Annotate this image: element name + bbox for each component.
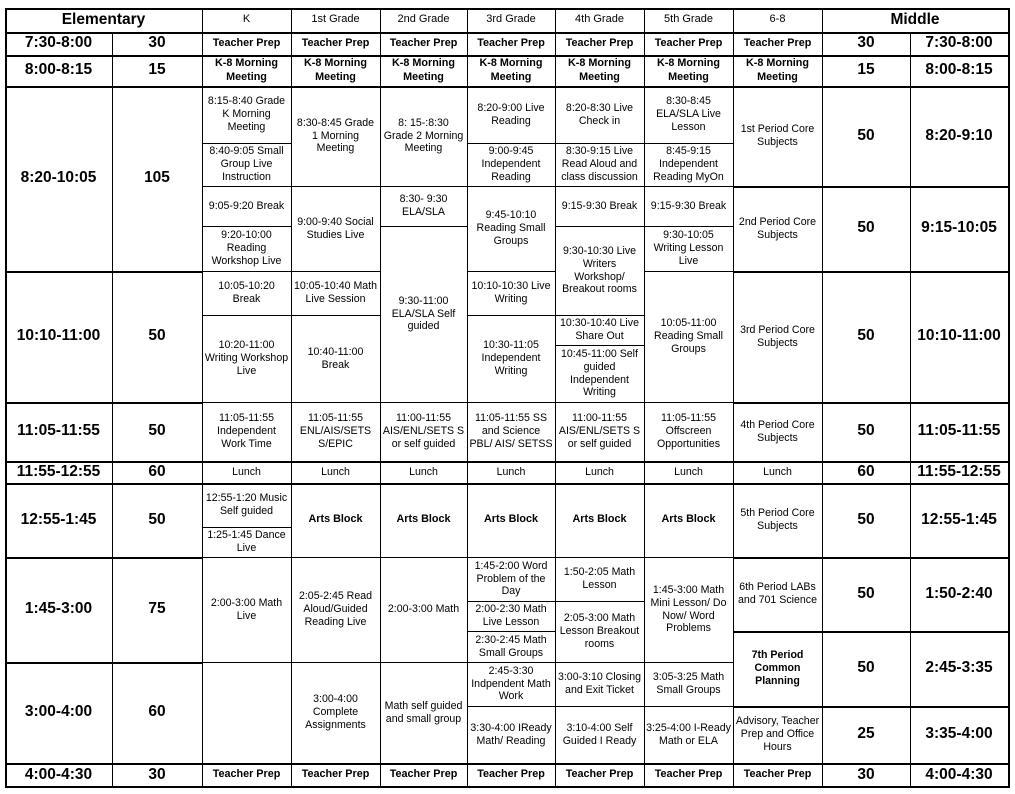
elementary-minutes: 15 [148,61,166,79]
grid-line [202,662,291,663]
header-g68: 6-8 [769,13,786,26]
grid-line [5,662,202,664]
cell-k-break1: 9:05-9:20 Break [208,199,285,212]
grid-line [467,186,555,187]
teacher-prep-cell: Teacher Prep [212,36,281,49]
grid-line [644,186,733,187]
grid-line [467,315,555,316]
teacher-prep-cell: Teacher Prep [389,36,458,49]
grid-line [733,706,822,707]
grid-line [1008,8,1010,788]
grid-line [202,315,291,316]
middle-minutes: 50 [857,126,875,144]
grid-line [467,143,555,144]
cell-g68-p5: 5th Period Core Subjects [740,507,815,532]
cell-g1-morning_meeting: 8:30-8:45 Grade 1 Morning Meeting [296,116,375,155]
cell-g3-word_problem: 1:45-2:00 Word Problem of the Day [474,559,548,598]
grid-line [644,402,733,403]
cell-k-music: 12:55-1:20 Music Self guided [205,492,288,517]
lunch-cell: Lunch [674,465,703,478]
arts-block-cell: Arts Block [572,513,627,526]
middle-time: 1:50-2:40 [925,584,993,602]
elementary-minutes: 105 [144,169,170,187]
cell-g4-math_lesson: 1:50-2:05 Math Lesson [563,566,636,591]
grid-line [291,315,380,316]
teacher-prep-cell: Teacher Prep [654,36,723,49]
grid-line [202,271,291,272]
cell-g1-read_aloud: 2:05-2:45 Read Aloud/Guided Reading Live [298,590,373,628]
lunch-cell: Lunch [232,465,261,478]
elementary-minutes: 30 [148,765,166,783]
grid-line [202,557,822,558]
arts-block-cell: Arts Block [661,513,716,526]
cell-g4-ais: 11:00-11:55 AIS/ENL/SETS S or self guided [558,412,641,450]
grid-line [733,186,822,187]
grid-line [5,786,1009,788]
middle-time: 11:55-12:55 [917,462,1001,480]
cell-g5-myon: 8:45-9:15 Independent Reading MyOn [653,145,724,183]
elementary-minutes: 75 [148,600,166,618]
cell-g5-reading_small: 10:05-11:00 Reading Small Groups [654,317,723,355]
grid-line [202,402,291,403]
middle-minutes: 50 [857,659,875,677]
grid-line [467,631,555,632]
cell-g5-math_mini: 1:45-3:00 Math Mini Lesson/ Do Now/ Word Problems [650,583,727,635]
grid-line [644,706,733,707]
cell-g2-math_self: Math self guided and small group [384,699,463,725]
cell-g2-math: 2:00-3:00 Math [387,603,460,616]
cell-k-dance: 1:25-1:45 Dance Live [207,529,286,554]
morning-meeting-cell: K-8 Morning Meeting [746,57,809,83]
cell-g5-break: 9:15-9:30 Break [650,199,727,212]
cell-g1-social_studies: 9:00-9:40 Social Studies Live [297,215,374,241]
grid-line [555,706,644,707]
grid-line [202,186,291,187]
cell-g68-p2: 2nd Period Core Subjects [738,215,817,241]
middle-time: 12:55-1:45 [921,510,997,528]
header-k: K [242,13,251,26]
cell-g4-iready: 3:10-4:00 Self Guided I Ready [562,721,637,747]
teacher-prep-cell: Teacher Prep [301,768,370,781]
cell-g4-break: 9:15-9:30 Break [561,199,638,212]
grid-line [467,8,468,787]
grid-line [291,271,380,272]
grid-line [467,662,555,663]
lunch-cell: Lunch [409,465,438,478]
teacher-prep-cell: Teacher Prep [743,768,812,781]
cell-g68-p3: 3rd Period Core Subjects [740,323,815,349]
cell-g3-iready: 3:30-4:00 IReady Math/ Reading [470,721,552,747]
middle-minutes: 50 [857,584,875,602]
header-middle: Middle [890,10,940,28]
cell-k-morning_meeting: 8:15-8:40 Grade K Morning Meeting [207,95,286,133]
grid-line [822,402,1008,404]
grid-line [644,143,733,144]
morning-meeting-cell: K-8 Morning Meeting [568,57,631,83]
header-g3: 3rd Grade [486,13,536,26]
cell-g2-ais: 11:00-11:55 AIS/ENL/SETS S or self guided [382,412,465,450]
grid-line [5,8,1009,10]
elementary-minutes: 50 [148,422,166,440]
grid-line [822,8,823,787]
grid-line [467,706,555,707]
middle-time: 11:05-11:55 [917,422,1001,440]
cell-k-writing_workshop: 10:20-11:00 Writing Workshop Live [204,339,289,377]
middle-time: 3:35-4:00 [925,725,993,743]
morning-meeting-cell: K-8 Morning Meeting [215,57,278,83]
cell-g3-ss_science: 11:05-11:55 SS and Science PBL/ AIS/ SETSS [469,412,553,450]
grid-line [644,226,733,227]
middle-minutes: 25 [857,725,875,743]
cell-g3-live_writing: 10:10-10:30 Live Writing [471,280,551,305]
elementary-minutes: 30 [148,34,166,52]
grid-line [5,55,1008,57]
middle-time: 10:10-11:00 [917,327,1001,345]
cell-g5-writing: 9:30-10:05 Writing Lesson Live [653,229,724,267]
grid-line [5,557,202,559]
morning-meeting-cell: K-8 Morning Meeting [479,57,543,83]
grid-line [202,226,291,227]
grid-line [555,315,644,316]
teacher-prep-cell: Teacher Prep [301,36,370,49]
cell-g68-p7: 7th Period Common Planning [751,649,804,687]
teacher-prep-cell: Teacher Prep [477,768,545,781]
cell-g5-math_small: 3:05-3:25 Math Small Groups [652,671,725,696]
grid-line [291,8,292,787]
teacher-prep-cell: Teacher Prep [743,36,812,49]
grid-line [467,402,555,403]
cell-k-small_group: 8:40-9:05 Small Group Live Instruction [209,145,284,183]
cell-g5-offscreen: 11:05-11:55 Offscreen Opportunities [656,412,720,450]
arts-block-cell: Arts Block [396,513,451,526]
header-g2: 2nd Grade [397,13,450,26]
cell-g3-math_live: 2:00-2:30 Math Live Lesson [475,603,547,628]
teacher-prep-cell: Teacher Prep [565,768,634,781]
cell-g68-p4: 4th Period Core Subjects [740,418,815,444]
elementary-minutes: 50 [148,510,166,528]
grid-line [910,32,911,787]
morning-meeting-cell: K-8 Morning Meeting [392,57,455,83]
cell-k-math: 2:00-3:00 Math Live [210,596,283,622]
grid-line [644,8,645,787]
middle-time: 9:15-10:05 [921,219,997,237]
grid-line [555,601,644,602]
grid-line [202,527,291,528]
header-g5: 5th Grade [664,13,713,26]
middle-minutes: 30 [857,765,875,783]
cell-g3-math_small: 2:30-2:45 Math Small Groups [475,633,547,659]
elementary-time: 4:00-4:30 [24,765,93,783]
morning-meeting-cell: K-8 Morning Meeting [657,57,720,83]
cell-g1-complete: 3:00-4:00 Complete Assignments [305,693,366,731]
grid-line [291,662,380,663]
cell-k-break2: 10:05-10:20 Break [218,280,275,305]
elementary-time: 11:55-12:55 [16,462,101,480]
middle-minutes: 50 [857,219,875,237]
elementary-time: 3:00-4:00 [24,703,93,721]
cell-k-independent_work: 11:05-11:55 Independent Work Time [217,412,276,450]
cell-g3-indep_math: 2:45-3:30 Indpendent Math Work [471,664,551,703]
cell-g1-enl: 11:05-11:55 ENL/AIS/SETS S/EPIC [299,412,372,450]
cell-g68-advisory: Advisory, Teacher Prep and Office Hours [735,715,820,753]
cell-g3-independent_writing: 10:30-11:05 Independent Writing [481,339,541,377]
cell-g1-math_live: 10:05-10:40 Math Live Session [293,280,378,305]
cell-g3-live_reading: 8:20-9:00 Live Reading [477,101,545,127]
middle-minutes: 60 [857,462,875,480]
cell-g2-ela_sla: 8:30- 9:30 ELA/SLA [399,193,448,218]
grid-line [5,763,1008,765]
teacher-prep-cell: Teacher Prep [212,768,281,781]
middle-time: 7:30-8:00 [925,34,993,52]
grid-line [291,186,380,187]
cell-g4-writers: 9:30-10:30 Live Writers Workshop/ Breakout rooms [562,244,637,296]
teacher-prep-cell: Teacher Prep [389,768,458,781]
cell-g5-ela_live: 8:30-8:45 ELA/SLA Live Lesson [656,95,721,133]
grid-line [202,143,291,144]
lunch-cell: Lunch [585,465,614,478]
elementary-time: 1:45-3:00 [24,600,93,618]
grid-line [380,8,381,787]
cell-g3-reading_small: 9:45-10:10 Reading Small Groups [476,209,546,247]
cell-g4-self_guided: 10:45-11:00 Self guided Independent Writing [561,347,638,399]
grid-line [291,402,380,403]
elementary-time: 11:05-11:55 [17,422,100,440]
elementary-time: 8:20-10:05 [20,169,97,187]
grid-line [112,32,113,787]
grid-line [5,32,1008,34]
middle-minutes: 50 [857,327,875,345]
grid-line [555,186,644,187]
header-g4: 4th Grade [575,13,624,26]
header-elementary: Elementary [61,10,146,28]
cell-g4-math_breakout: 2:05-3:00 Math Lesson Breakout rooms [559,612,640,650]
grid-line [555,226,644,227]
grid-line [555,662,644,663]
cell-g1-break: 10:40-11:00 Break [307,345,364,371]
elementary-time: 10:10-11:00 [16,327,101,345]
middle-minutes: 50 [857,422,875,440]
grid-line [644,271,733,272]
grid-line [5,86,1008,88]
arts-block-cell: Arts Block [483,513,538,526]
grid-line [555,402,644,403]
cell-g4-share_out: 10:30-10:40 Live Share Out [560,317,639,342]
teacher-prep-cell: Teacher Prep [565,36,634,49]
middle-time: 2:45-3:35 [925,659,993,677]
middle-time: 8:00-8:15 [925,61,993,79]
elementary-time: 7:30-8:00 [24,34,93,52]
cell-g68-p6: 6th Period LABs and 701 Science [738,581,817,606]
middle-minutes: 15 [857,61,875,79]
grid-line [380,402,467,403]
header-g1: 1st Grade [311,13,360,26]
cell-g5-iready: 3:25-4:00 I-Ready Math or ELA [646,721,731,747]
cell-g4-read_aloud: 8:30-9:15 Live Read Aloud and class discussion [561,145,638,183]
grid-line [5,8,7,788]
grid-line [5,483,1008,485]
grid-line [202,8,203,787]
lunch-cell: Lunch [321,465,350,478]
cell-g2-morning_meeting: 8: 15-:8:30 Grade 2 Morning Meeting [383,116,464,155]
grid-line [467,601,555,602]
teacher-prep-cell: Teacher Prep [477,36,545,49]
cell-g4-check_in: 8:20-8:30 Live Check in [565,101,634,127]
middle-minutes: 30 [857,34,875,52]
cell-g2-ela_self: 9:30-11:00 ELA/SLA Self guided [391,294,456,333]
grid-line [5,271,202,273]
grid-line [733,271,822,272]
grid-line [5,461,1008,463]
lunch-cell: Lunch [763,465,792,478]
grid-line [467,271,555,272]
grid-line [380,226,467,227]
middle-time: 8:20-9:10 [925,126,993,144]
grid-line [733,402,822,403]
cell-k-reading_workshop: 9:20-10:00 Reading Workshop Live [211,229,282,267]
elementary-minutes: 60 [148,703,166,721]
elementary-time: 8:00-8:15 [24,61,93,79]
elementary-minutes: 50 [148,327,166,345]
grid-line [380,662,467,663]
grid-line [5,402,202,404]
grid-line [733,8,734,787]
middle-time: 4:00-4:30 [925,765,993,783]
grid-line [555,143,644,144]
grid-line [733,631,822,632]
grid-line [644,662,733,663]
middle-minutes: 50 [857,510,875,528]
grid-line [380,186,467,187]
lunch-cell: Lunch [496,465,526,478]
arts-block-cell: Arts Block [308,513,363,526]
cell-g68-p1: 1st Period Core Subjects [740,123,815,148]
elementary-minutes: 60 [148,462,166,480]
elementary-time: 12:55-1:45 [20,510,97,528]
grid-line [555,345,644,346]
morning-meeting-cell: K-8 Morning Meeting [304,57,367,83]
cell-g4-closing: 3:00-3:10 Closing and Exit Ticket [557,671,642,696]
teacher-prep-cell: Teacher Prep [654,768,723,781]
cell-g3-independent_reading: 9:00-9:45 Independent Reading [481,145,541,183]
grid-line [555,8,556,787]
